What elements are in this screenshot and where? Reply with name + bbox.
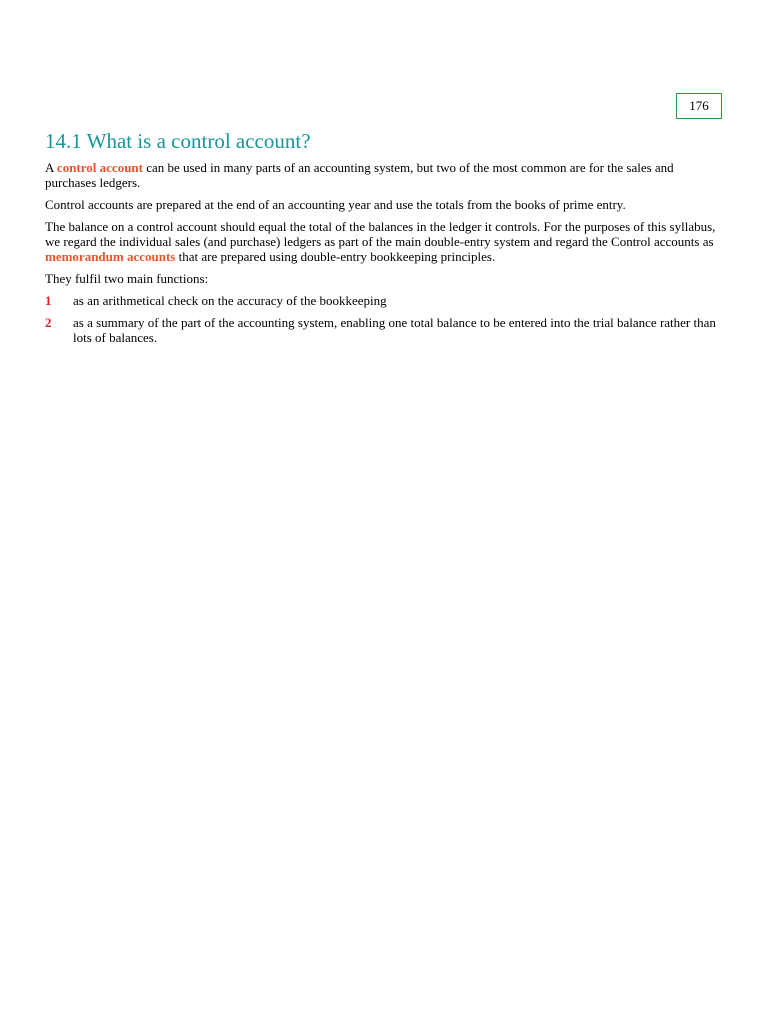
paragraph-balance [45, 219, 725, 264]
section-title: 14.1 What is a control account? [45, 129, 311, 153]
key-term-memorandum-accounts: memorandum accounts [45, 249, 176, 264]
page-number: 176 [676, 93, 722, 119]
paragraph-text: A [45, 160, 57, 175]
list-item [45, 293, 725, 308]
list-item-text: as a summary of the part of the accounting system, enabling one total balance to be entered into the trial balance rather than lots of balances. [73, 315, 716, 345]
list-item [45, 315, 725, 345]
key-term-control-account: control account [56, 160, 143, 175]
paragraph-text: can be used in many parts of an accounting system, but two of the most common are for the sales and purchases ledgers. [45, 160, 674, 190]
paragraph-text: that are prepared using double-entry bookkeeping principles. [175, 249, 496, 264]
list-item-number: 2 [45, 315, 52, 330]
paragraph-text: The balance on a control account should equal the total of the balances in the ledger it controls. For the purposes of this syllabus, we regard the individual sales (and purchase) ledgers as part of the main double-entry system and regard the Control accounts as [45, 219, 716, 249]
functions-list [45, 293, 725, 345]
list-item-number: 1 [45, 293, 52, 308]
paragraph-preparation: Control accounts are prepared at the end of an accounting year and use the totals from the books of prime entry. [45, 197, 626, 212]
main-content [45, 128, 725, 352]
paragraph-functions-intro: They fulfil two main functions: [45, 271, 209, 286]
list-item-text: as an arithmetical check on the accuracy of the bookkeeping [73, 293, 387, 308]
paragraph-control-account-intro [45, 160, 725, 190]
